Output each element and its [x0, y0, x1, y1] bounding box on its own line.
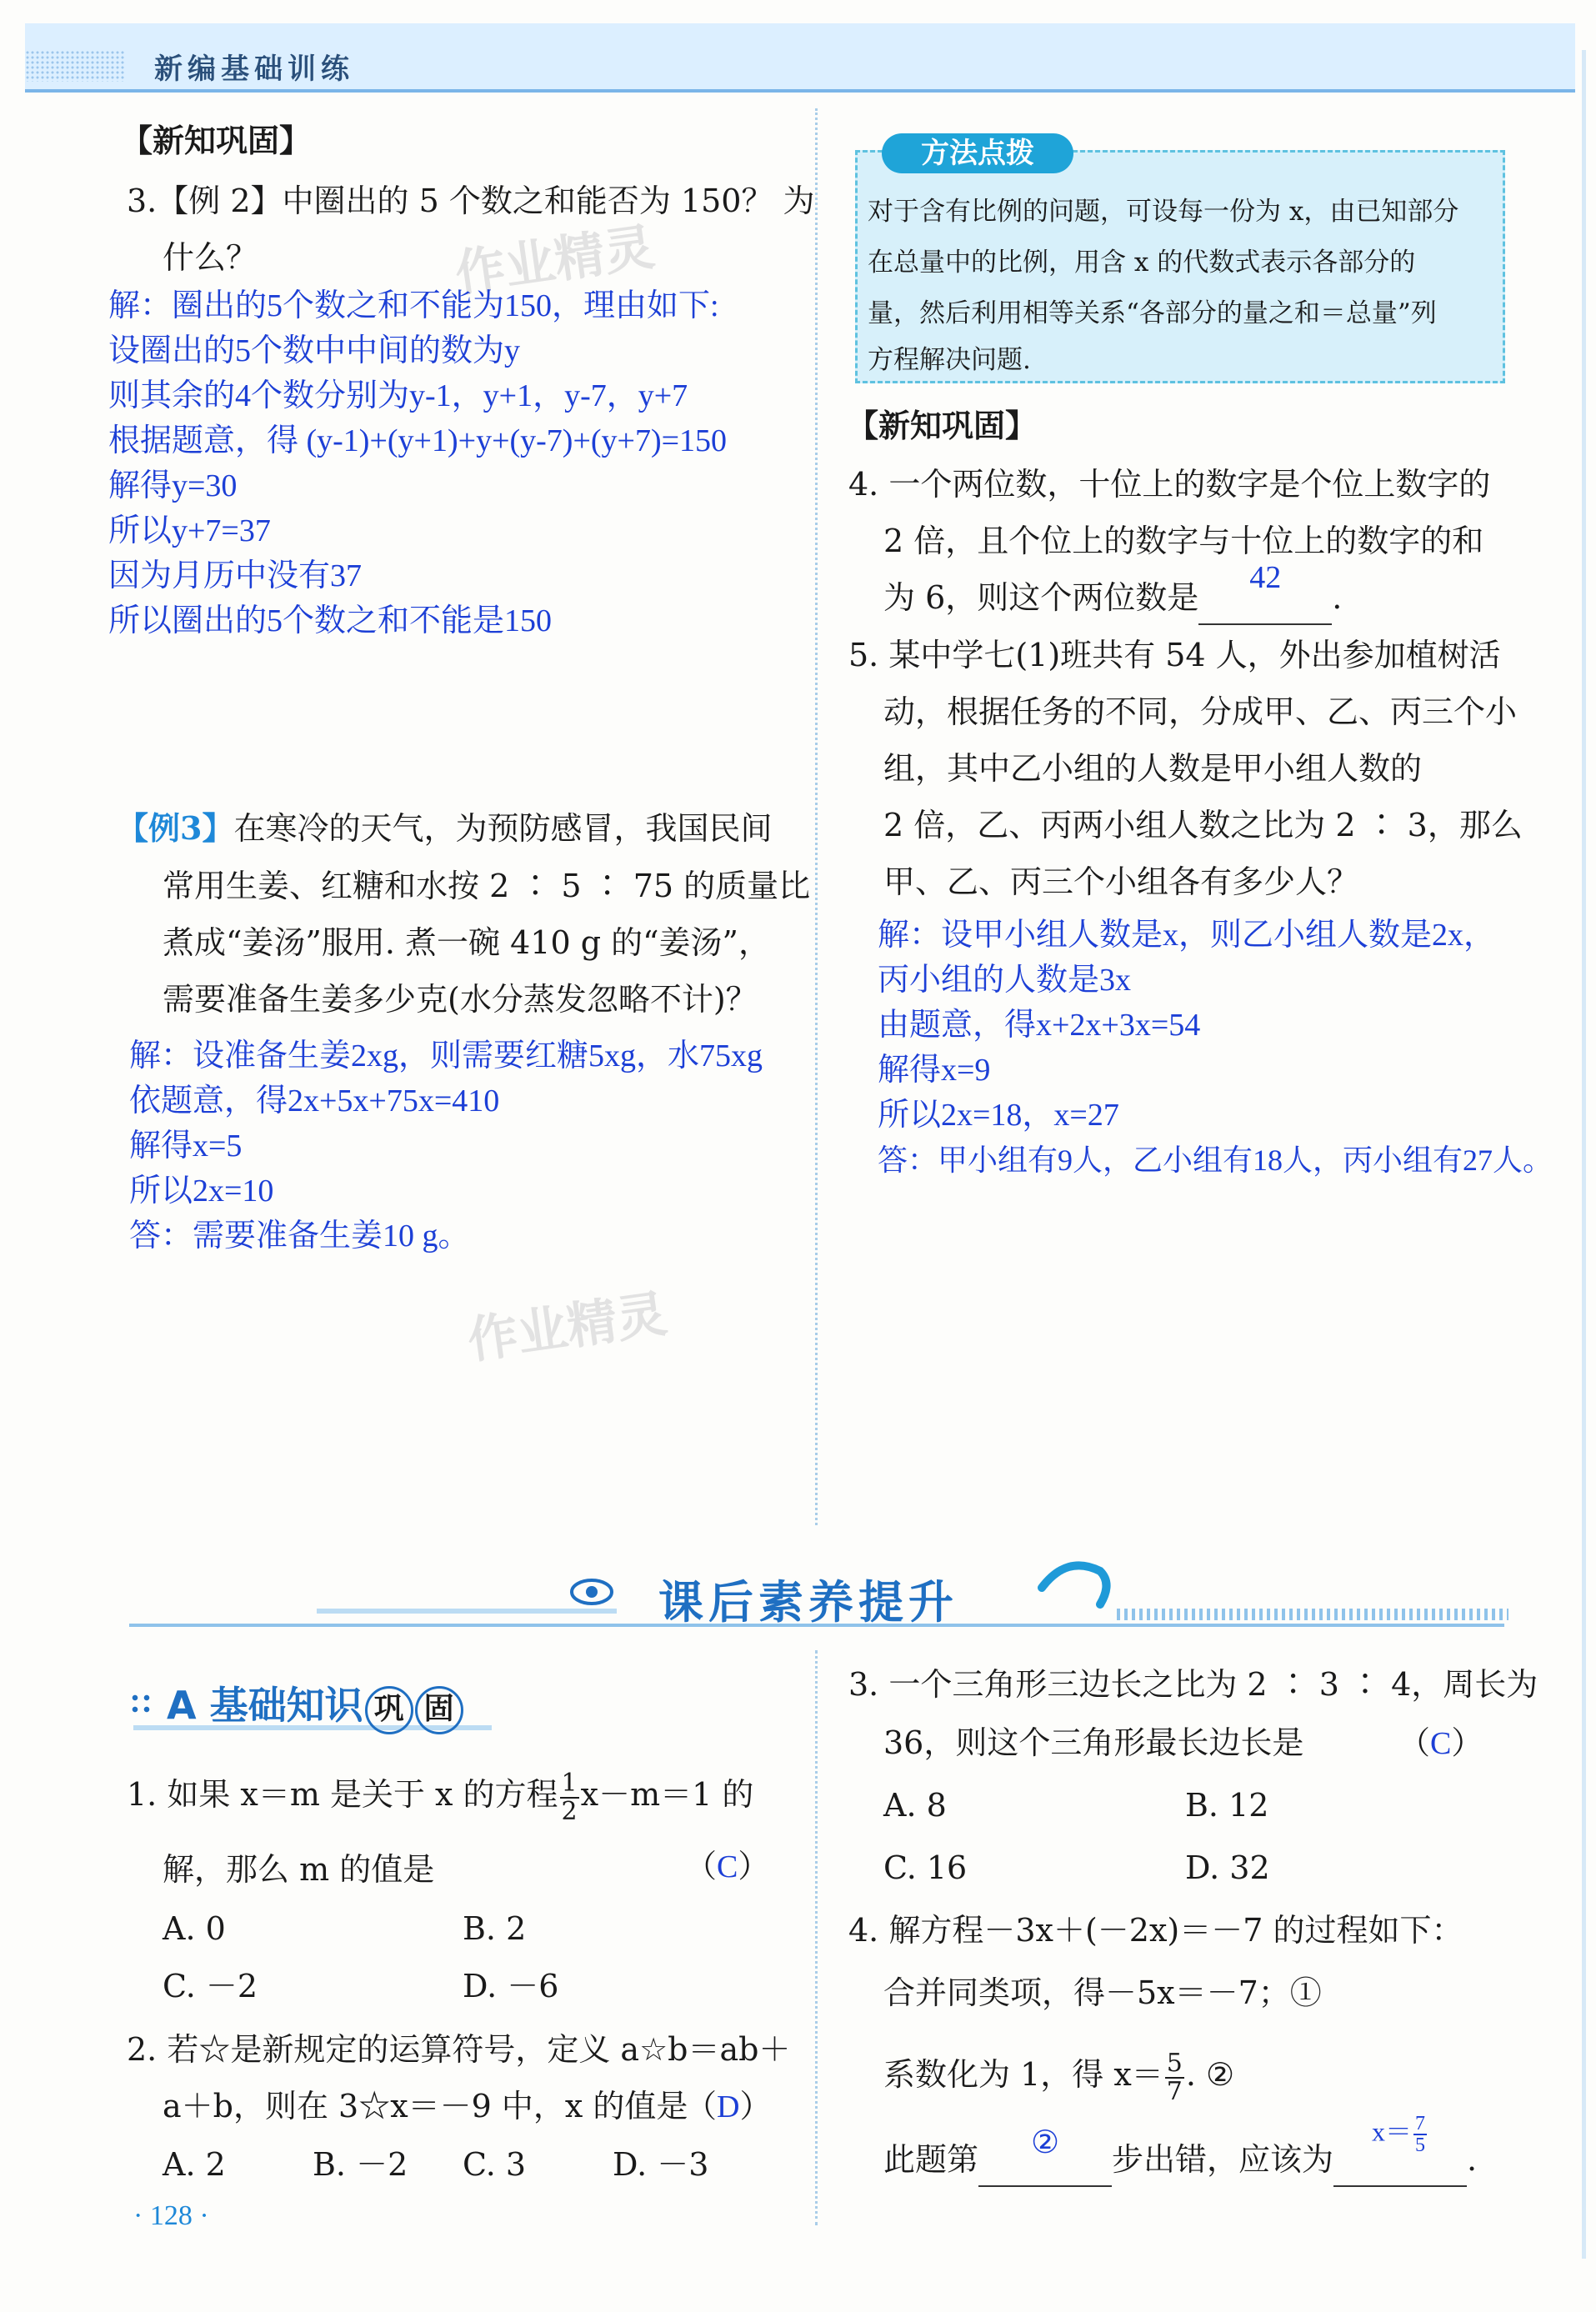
example-3-line: 【例3】在寒冷的天气，为预防感冒，我国民间 [117, 809, 773, 847]
answer-blank [978, 2125, 1112, 2187]
answer-line: 答：甲小组有9人，乙小组有18人，丙小组有27人。 [878, 1143, 1553, 1177]
answer-line: 依题意，得2x+5x+75x=410 [129, 1083, 500, 1118]
watermark: 作业精灵 [463, 1284, 671, 1371]
option: B. －2 [313, 2146, 408, 2183]
example-3-line: 需要准备生姜多少克(水分蒸发忽略不计)？ [163, 981, 758, 1018]
option: A. 0 [163, 1910, 226, 1947]
question-text: 2 倍，且个位上的数字与十位上的数字的和 [883, 523, 1484, 559]
column-divider-top [815, 108, 818, 1525]
answer-line: 由题意，得x+2x+3x=54 [878, 1008, 1201, 1043]
question-text: 合并同类项，得－5x＝－7；① [883, 1974, 1322, 2011]
question-text: 甲、乙、丙三个小组各有多少人？ [883, 863, 1359, 900]
fraction: $\frac{1}{2}$ [561, 1768, 578, 1826]
answer-line: 丙小组的人数是3x [878, 963, 1132, 998]
column-divider-bottom [815, 1650, 818, 2225]
section-a-title: A 基础知识 巩 固 [167, 1675, 463, 1734]
example-tag: 【例3】 [117, 809, 234, 847]
answer-line: 设圈出的5个数中中间的数为y [108, 333, 521, 368]
answer-line: 解得x=5 [129, 1128, 243, 1164]
answer-block [878, 913, 1553, 1183]
answer-line: 解得y=30 [108, 468, 238, 503]
option: C. 3 [463, 2146, 527, 2183]
header-dot-pattern [25, 50, 125, 82]
choice-answer: C [1430, 1726, 1452, 1761]
answer-blank [1333, 2113, 1467, 2187]
option: C. －2 [163, 1968, 258, 2004]
option: A. 8 [883, 1787, 947, 1824]
option: B. 12 [1185, 1787, 1269, 1824]
method-tip-label: 方法点拨 [882, 133, 1073, 173]
question-text: 3.【例 2】中圈出的 5 个数之和能否为 150？ 为 [127, 183, 815, 219]
option: B. 2 [463, 1910, 527, 1947]
question-text: 4. 一个两位数，十位上的数字是个位上数字的 [848, 466, 1491, 503]
question-text: 动，根据任务的不同，分成甲、乙、丙三个小 [883, 693, 1518, 730]
blank-answer: ② [1030, 2125, 1060, 2160]
question-text: 1. 如果 x＝m 是关于 x 的方程 $\frac{1}{2}$ x－m＝1 的 [127, 1768, 754, 1826]
answer-line: 因为月历中没有37 [108, 558, 363, 593]
question-text: 4. 解方程－3x＋(－2x)＝－7 的过程如下： [848, 1912, 1463, 1949]
question-text: 36，则这个三角形最长边长是 [883, 1724, 1304, 1761]
header-title: 新编基础训练 [154, 53, 354, 86]
page-number: · 128 · [133, 2200, 209, 2231]
blank-answer: x＝ $\frac{7}{5}$ [1372, 2113, 1426, 2156]
question-text: 组，其中乙小组的人数是甲小组人数的 [883, 750, 1423, 787]
answer-parentheses: （C） [1398, 1724, 1483, 1761]
fraction: $\frac{7}{5}$ [1415, 2113, 1426, 2156]
answer-line: 所以2x=10 [129, 1174, 274, 1209]
answer-blank [1198, 560, 1332, 625]
watermark: 作业精灵 [451, 218, 658, 304]
answer-line: 解：设准备生姜2xg，则需要红糖5xg，水75xg [129, 1038, 763, 1073]
option: D. －6 [463, 1968, 559, 2004]
page-edge-strip [1582, 50, 1586, 2259]
question-text: 2. 若☆是新规定的运算符号，定义 a☆b＝ab＋ [127, 2031, 791, 2068]
answer-line: 解得x=9 [878, 1053, 991, 1088]
option: D. 32 [1185, 1849, 1270, 1886]
question-text: 2 倍，乙、丙两小组人数之比为 2 ∶ 3，那么 [883, 807, 1523, 843]
answer-block [129, 1033, 763, 1259]
answer-line: 则其余的4个数分别为y-1，y+1，y-7，y+7 [108, 378, 688, 413]
section-banner-title: 课后素养提升 [658, 1576, 958, 1629]
question-text: 系数化为 1，得 x＝ $\frac{5}{7}$ . ② [883, 2048, 1235, 2106]
circled-char: 巩 [365, 1686, 413, 1734]
answer-parentheses: （D） [685, 2088, 772, 2124]
swirl-icon [1033, 1554, 1117, 1621]
section-label: 【新知巩固】 [847, 407, 1038, 444]
banner-dash-pattern [1117, 1609, 1508, 1620]
option: C. 16 [883, 1849, 968, 1886]
question-text: 为 6，则这个两位数是 42 . [883, 572, 1342, 625]
answer-line: 解：设甲小组人数是x，则乙小组人数是2x， [878, 918, 1496, 953]
tip-line: 对于含有比例的问题，可设每一份为 x，由已知部分 [868, 197, 1459, 227]
example-3-line: 常用生姜、红糖和水按 2 ∶ 5 ∶ 75 的质量比 [163, 868, 811, 904]
circled-char: 固 [415, 1686, 463, 1734]
tip-line: 在总量中的比例，用含 x 的代数式表示各部分的 [868, 248, 1416, 278]
blank-answer: 42 [1249, 560, 1282, 595]
option: D. －3 [613, 2146, 709, 2183]
choice-answer: C [717, 1849, 738, 1884]
answer-parentheses: （C） [685, 1848, 770, 1884]
answer-line: 根据题意，得 (y-1)+(y+1)+y+(y-7)+(y+7)=150 [108, 423, 728, 458]
method-tip-box [855, 150, 1505, 383]
example-3-line: 煮成“姜汤”服用. 煮一碗 410 g 的“姜汤”， [163, 924, 770, 961]
answer-line: 所以y+7=37 [108, 513, 271, 548]
choice-answer: D [717, 2089, 740, 2124]
question-text: 此题第 ② 步出错，应该为 x＝ $\frac{7}{5}$ . [883, 2134, 1477, 2187]
section-marker-icon [129, 1692, 153, 1715]
question-text: 5. 某中学七(1)班共有 54 人，外出参加植树活 [848, 637, 1501, 673]
answer-line: 答：需要准备生姜10 g。 [129, 1219, 470, 1254]
header-underline [25, 89, 1575, 93]
question-text: 什么？ [163, 239, 258, 276]
answer-line: 解：圈出的5个数之和不能为150，理由如下: [108, 288, 719, 323]
tip-line: 量，然后利用相等关系“各部分的量之和＝总量”列 [868, 298, 1437, 328]
tip-line: 方程解决问题. [868, 345, 1031, 375]
answer-line: 所以2x=18，x=27 [878, 1098, 1119, 1133]
question-text: 3. 一个三角形三边长之比为 2 ∶ 3 ∶ 4，周长为 [848, 1666, 1538, 1703]
section-label: 【新知巩固】 [121, 122, 312, 159]
fraction: $\frac{5}{7}$ [1166, 2048, 1183, 2106]
eye-icon [567, 1571, 617, 1613]
option: A. 2 [163, 2146, 226, 2183]
question-text: 解，那么 m 的值是 [163, 1851, 435, 1888]
answer-line: 所以圈出的5个数之和不能是150 [108, 603, 553, 638]
answer-block [108, 283, 727, 643]
question-text: a＋b，则在 3☆x＝－9 中，x 的值是 [163, 2088, 688, 2124]
